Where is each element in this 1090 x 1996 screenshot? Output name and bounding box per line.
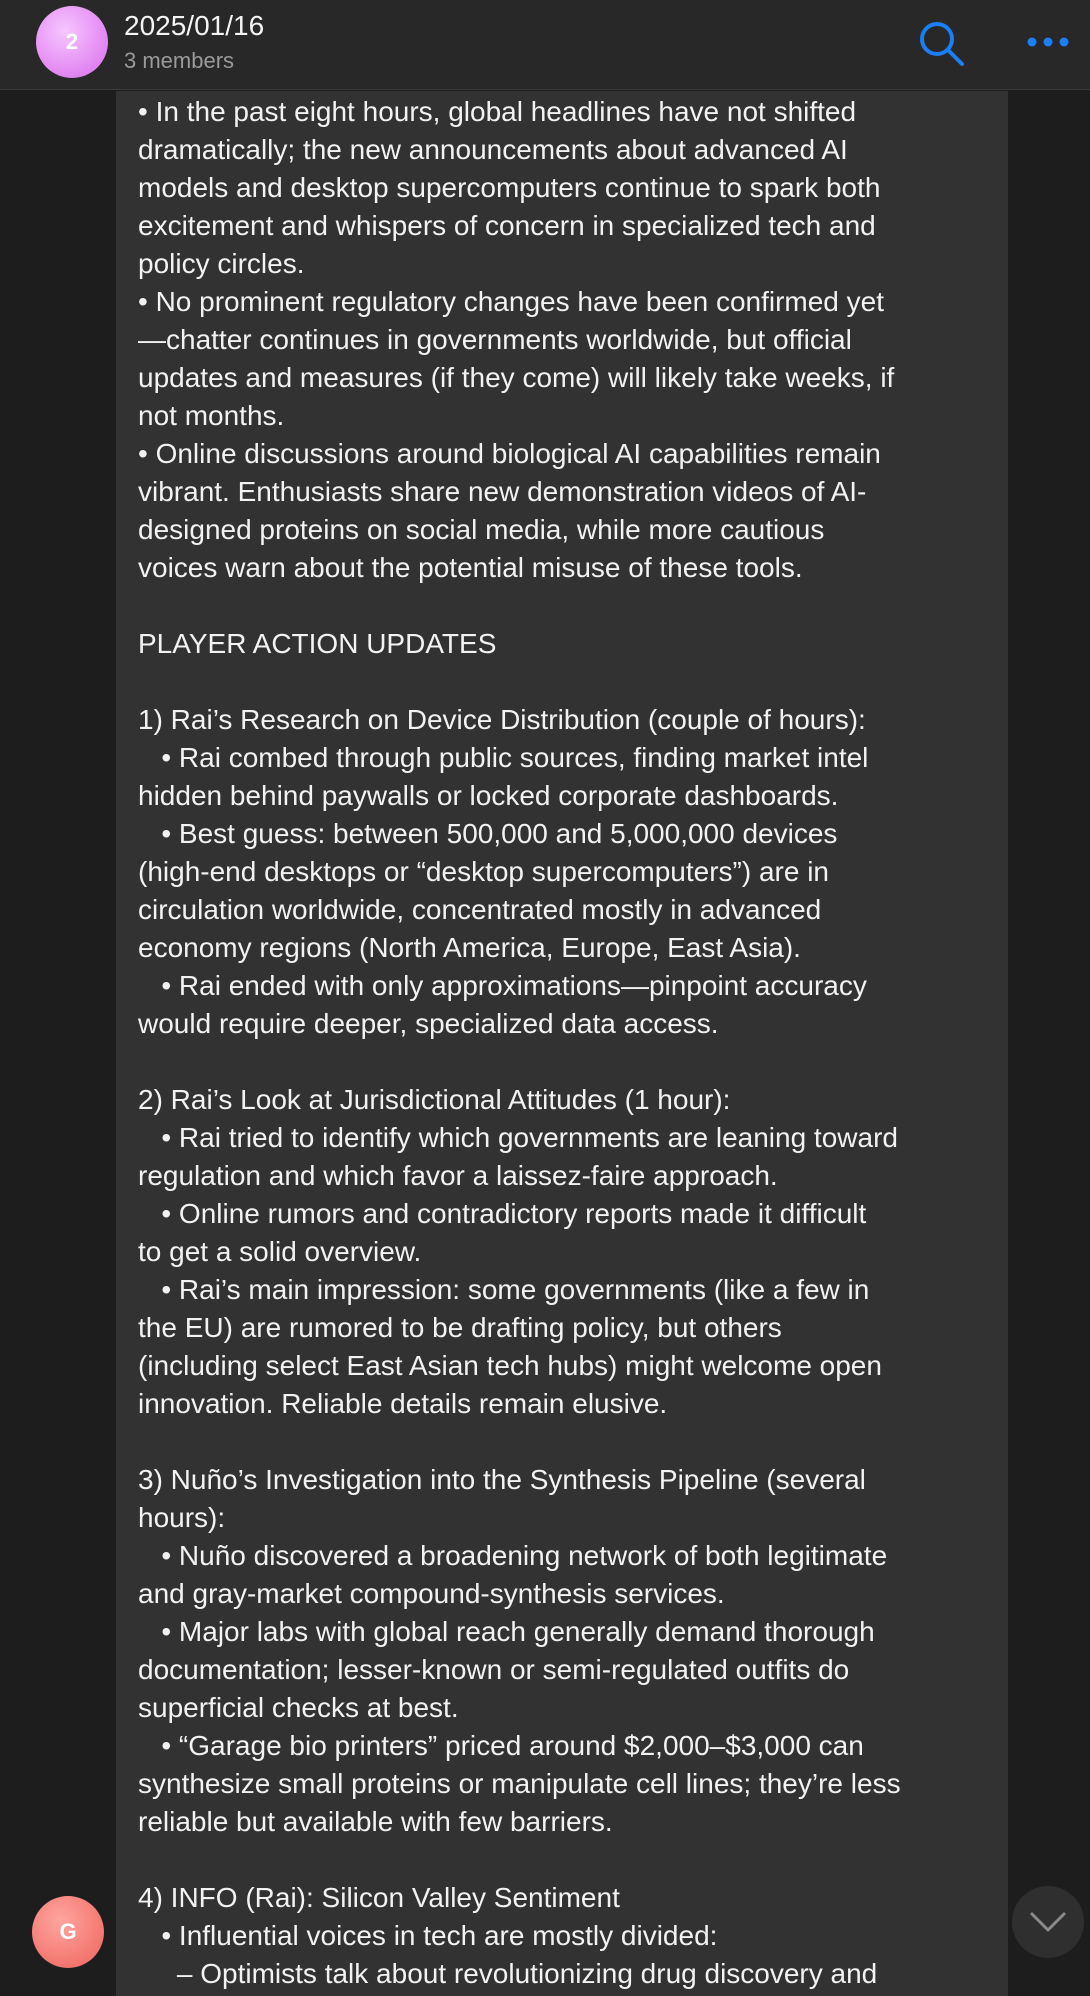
message-line: to get a solid overview. bbox=[138, 1236, 422, 1267]
message-line: 2) Rai’s Look at Jurisdictional Attitudes (1 hour): bbox=[138, 1084, 731, 1115]
message-line: • Rai tried to identify which governments are leaning toward bbox=[138, 1122, 898, 1153]
scroll-to-bottom-button[interactable] bbox=[1012, 1886, 1084, 1958]
message-line: designed proteins on social media, while more cautious bbox=[138, 514, 825, 545]
message-line: voices warn about the potential misuse of these tools. bbox=[138, 552, 803, 583]
search-icon bbox=[916, 18, 968, 70]
more-dots-icon bbox=[1022, 20, 1074, 64]
message-line: (high-end desktops or “desktop supercomputers”) are in bbox=[138, 856, 830, 887]
message-line: hidden behind paywalls or locked corporate dashboards. bbox=[138, 780, 839, 811]
message-line: • Online discussions around biological AI capabilities remain bbox=[138, 438, 881, 469]
message-line bbox=[138, 663, 1002, 701]
message-line: circulation worldwide, concentrated mostly in advanced bbox=[138, 894, 822, 925]
message-line: reliable but available with few barriers. bbox=[138, 1806, 613, 1837]
group-avatar-label: 2 bbox=[65, 29, 79, 54]
message-line: • Rai’s main impression: some governments (like a few in bbox=[138, 1274, 870, 1305]
message-text bbox=[138, 93, 1002, 1993]
message-line: and gray-market compound-synthesis services. bbox=[138, 1578, 725, 1609]
message-line: not months. bbox=[138, 400, 285, 431]
chat-header bbox=[0, 0, 1090, 90]
message-line: policy circles. bbox=[138, 248, 305, 279]
message-line: the EU) are rumored to be drafting policy, but others bbox=[138, 1312, 782, 1343]
message-line: • In the past eight hours, global headlines have not shifted bbox=[138, 96, 857, 127]
message-line: • Online rumors and contradictory reports made it difficult bbox=[138, 1198, 867, 1229]
message-line: vibrant. Enthusiasts share new demonstration videos of AI- bbox=[138, 476, 867, 507]
message-line: hours): bbox=[138, 1502, 226, 1533]
message-list[interactable] bbox=[0, 91, 1090, 1996]
message-line: • No prominent regulatory changes have been confirmed yet bbox=[138, 286, 885, 317]
message-line: • Rai combed through public sources, finding market intel bbox=[138, 742, 869, 773]
message-line: superficial checks at best. bbox=[138, 1692, 459, 1723]
message-line: economy regions (North America, Europe, East Asia). bbox=[138, 932, 801, 963]
message-line: • Best guess: between 500,000 and 5,000,000 devices bbox=[138, 818, 838, 849]
message-line: – Optimists talk about revolutionizing drug discovery and bbox=[138, 1958, 878, 1989]
message-line: • Major labs with global reach generally demand thorough bbox=[138, 1616, 875, 1647]
message-line: excitement and whispers of concern in specialized tech and bbox=[138, 210, 876, 241]
chat-title[interactable]: 2025/01/16 bbox=[124, 10, 265, 41]
message-line: 3) Nuño’s Investigation into the Synthesis Pipeline (several bbox=[138, 1464, 866, 1495]
chevron-down-icon bbox=[1028, 1910, 1068, 1934]
more-options-button[interactable] bbox=[1022, 20, 1074, 64]
message-line: 1) Rai’s Research on Device Distribution (couple of hours): bbox=[138, 704, 866, 735]
message-line bbox=[138, 1043, 1002, 1081]
message-line bbox=[138, 1423, 1002, 1461]
message-line: —chatter continues in governments worldwide, but official bbox=[138, 324, 852, 355]
message-line: • Rai ended with only approximations—pinpoint accuracy bbox=[138, 970, 867, 1001]
member-count[interactable]: 3 members bbox=[124, 48, 235, 73]
message-line: synthesize small proteins or manipulate cell lines; they’re less bbox=[138, 1768, 901, 1799]
message-line bbox=[138, 1841, 1002, 1879]
message-line: (including select East Asian tech hubs) might welcome open bbox=[138, 1350, 882, 1381]
message-line: models and desktop supercomputers continue to spark both bbox=[138, 172, 881, 203]
message-line: 4) INFO (Rai): Silicon Valley Sentiment bbox=[138, 1882, 620, 1913]
group-avatar[interactable] bbox=[36, 6, 108, 78]
message-line: regulation and which favor a laissez-faire approach. bbox=[138, 1160, 778, 1191]
message-line: • Influential voices in tech are mostly divided: bbox=[138, 1920, 718, 1951]
sender-avatar-label: G bbox=[59, 1919, 77, 1944]
message-line: • Nuño discovered a broadening network of both legitimate bbox=[138, 1540, 888, 1571]
message-line: PLAYER ACTION UPDATES bbox=[138, 628, 497, 659]
message-line: dramatically; the new announcements about advanced AI bbox=[138, 134, 848, 165]
message-line: updates and measures (if they come) will likely take weeks, if bbox=[138, 362, 895, 393]
message-line: documentation; lesser-known or semi-regulated outfits do bbox=[138, 1654, 850, 1685]
message-line: • “Garage bio printers” priced around $2,000–$3,000 can bbox=[138, 1730, 864, 1761]
message-line: innovation. Reliable details remain elusive. bbox=[138, 1388, 668, 1419]
message-line bbox=[138, 587, 1002, 625]
search-button[interactable] bbox=[916, 18, 968, 70]
message-line: would require deeper, specialized data access. bbox=[138, 1008, 719, 1039]
sender-avatar[interactable] bbox=[32, 1896, 104, 1968]
